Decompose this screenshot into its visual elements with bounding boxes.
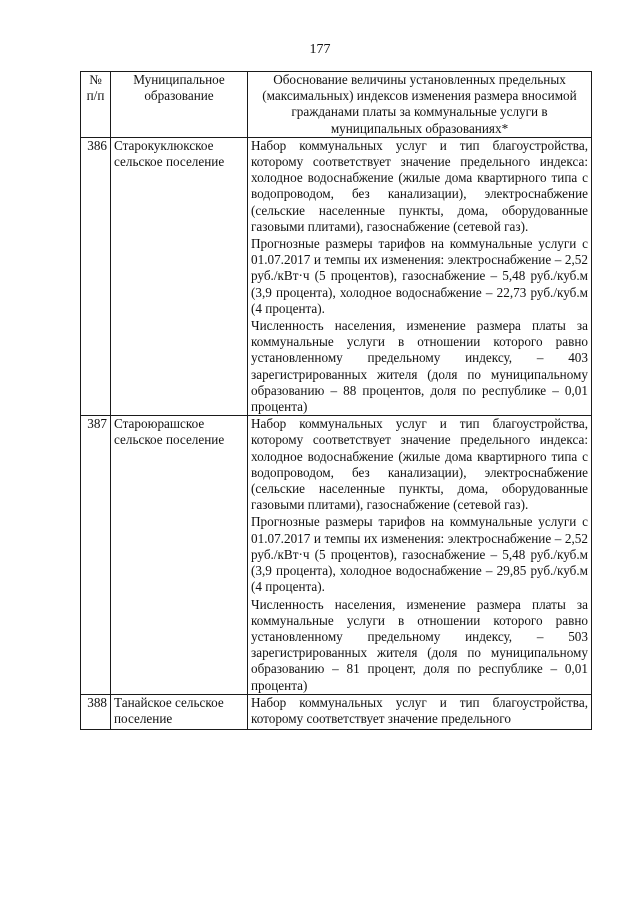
row-number: 387 [81, 416, 111, 694]
row-number: 388 [81, 694, 111, 729]
justification-cell [248, 137, 592, 415]
population-paragraph: Численность населения, изменение размера платы за коммунальные услуги в отношении которого равно установленному предельному индексу, – 503 зарегистрированных жителя (доля по муниципальному образованию – 81 процент, доля по республике – 0,01 процента) [251, 596, 588, 693]
page-number: 177 [309, 42, 331, 57]
table-row [81, 416, 592, 694]
services-paragraph: Набор коммунальных услуг и тип благоустройства, которому соответствует значение предельного индекса: холодное водоснабжение (жилые дома квартирного типа с водопроводом, без канализации), электроснабжение (сельские населенные пункты, дома, оборудованные газовыми плитами), газоснабжение (сетевой газ). [251, 137, 588, 234]
table-row [81, 137, 592, 415]
tariffs-paragraph: Прогнозные размеры тарифов на коммунальные услуги с 01.07.2017 и темпы их изменения: электроснабжение – 2,52 руб./кВт·ч (5 процентов), газоснабжение – 5,48 руб./куб.м (3,9 процента), холодное водоснабжение – 29,85 руб./куб.м (4 процента). [251, 514, 588, 595]
row-number: 386 [81, 137, 111, 415]
services-paragraph: Набор коммунальных услуг и тип благоустройства, которому соответствует значение предельного индекса: холодное водоснабжение (жилые дома квартирного типа с водопроводом, без канализации), электроснабжение (сельские населенные пункты, дома, оборудованные газовыми плитами), газоснабжение (сетевой газ). [251, 416, 588, 513]
table-header-row [81, 72, 592, 138]
population-paragraph: Численность населения, изменение размера платы за коммунальные услуги в отношении которого равно установленному предельному индексу, – 403 зарегистрированных жителя (доля по муниципальному образованию – 88 процентов, доля по республике – 0,01 процента) [251, 318, 588, 415]
tariff-index-table [80, 71, 592, 730]
column-header-number: № п/п [81, 72, 111, 138]
column-header-justification: Обоснование величины установленных предельных (максимальных) индексов изменения размера вносимой гражданами платы за коммунальные услуги в муниципальных образованиях* [248, 72, 592, 138]
column-header-municipality: Муниципальное образование [111, 72, 248, 138]
municipality-name: Старокуклюкское сельское поселение [111, 137, 248, 415]
services-paragraph: Набор коммунальных услуг и тип благоустройства, которому соответствует значение предельного [251, 694, 588, 726]
table-row [81, 694, 592, 729]
municipality-name: Староюрашское сельское поселение [111, 416, 248, 694]
municipality-name: Танайское сельское поселение [111, 694, 248, 729]
justification-cell [248, 694, 592, 729]
justification-cell [248, 416, 592, 694]
tariffs-paragraph: Прогнозные размеры тарифов на коммунальные услуги с 01.07.2017 и темпы их изменения: электроснабжение – 2,52 руб./кВт·ч (5 процентов), газоснабжение – 5,48 руб./куб.м (3,9 процента), холодное водоснабжение – 22,73 руб./куб.м (4 процента). [251, 236, 588, 316]
